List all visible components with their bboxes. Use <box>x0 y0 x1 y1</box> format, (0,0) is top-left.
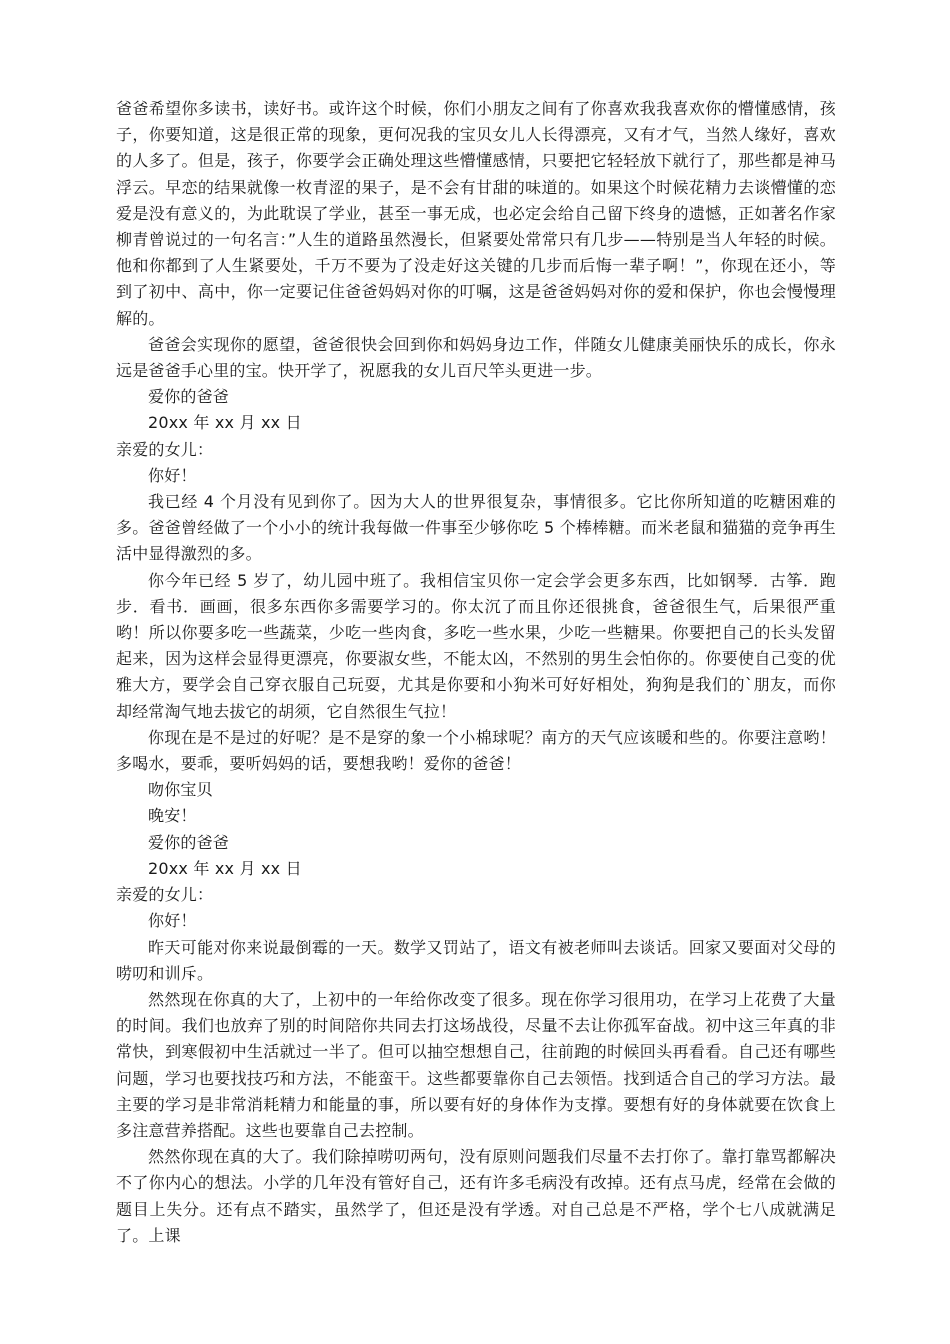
paragraph: 你现在是不是过的好呢？是不是穿的象一个小棉球呢？南方的天气应该暖和些的。你要注意哟！多喝水，要乖，要听妈妈的话，要想我哟！爱你的爸爸！ <box>116 727 836 774</box>
salutation: 亲爱的女儿： <box>116 439 214 459</box>
signature: 爱你的爸爸 <box>148 832 230 852</box>
salutation: 亲爱的女儿： <box>116 885 214 905</box>
paragraph: 昨天可能对你来说最倒霉的一天。数学又罚站了，语文有被老师叫去谈话。回家又要面对父母的唠叨和训斥。 <box>116 937 836 983</box>
greeting: 你好！ <box>148 465 197 485</box>
closing-line: 吻你宝贝 <box>148 780 213 800</box>
paragraph: 爸爸希望你多读书，读好书。或许这个时候，你们小朋友之间有了你喜欢我我喜欢你的懵懂感情，孩子，你要知道，这是很正常的现象，更何况我的宝贝女儿人长得漂亮，又有才气，当然人缘好，喜欢的人多了。但是，孩子，你要学会正确处理这些懵懂感情，只要把它轻轻放下就行了，那些都是神马浮云。早恋的结果就像一枚青涩的果子，是不会有甘甜的味道的。如果这个时候花精力去谈懵懂的恋爱是没有意义的，为此耽误了学业，甚至一事无成，也必定会给自己留下终身的遗憾，正如著名作家柳青曾说过的一句名言：”人生的道路虽然漫长，但紧要处常常只有几步——特别是当人年轻的时候。他和你都到了人生紧要处，千万不要为了没走好这关键的几步而后悔一辈子啊！”，你现在还小，等到了初中、高中，你一定要记住爸爸妈妈对你的叮嘱，这是爸爸妈妈对你的爱和保护，你也会慢慢理解的。 <box>116 99 836 328</box>
date-line: 20xx 年 xx 月 xx 日 <box>148 858 302 878</box>
paragraph: 然然现在你真的大了，上初中的一年给你改变了很多。现在你学习很用功，在学习上花费了大量的时间。我们也放弃了别的时间陪你共同去打这场战役，尽量不去让你孤军奋战。初中这三年真的非常快，到寒假初中生活就过一半了。但可以抽空想想自己，往前跑的时候回头再看看。自己还有哪些问题，学习也要找技巧和方法，不能蛮干。这些都要靠你自己去领悟。找到适合自己的学习方法。最主要的学习是非常消耗精力和能量的事，所以要有好的身体作为支撑。要想有好的身体就要在饮食上多注意营养搭配。这些也要靠自己去控制。 <box>116 989 836 1140</box>
date-line: 20xx 年 xx 月 xx 日 <box>148 413 302 433</box>
paragraph: 爸爸会实现你的愿望，爸爸很快会回到你和妈妈身边工作，伴随女儿健康美丽快乐的成长，你永远是爸爸手心里的宝。快开学了，祝愿我的女儿百尺竿头更进一步。 <box>116 334 836 381</box>
paragraph: 你今年已经 5 岁了，幼儿园中班了。我相信宝贝你一定会学会更多东西，比如钢琴．古筝．跑步．看书．画画，很多东西你多需要学习的。你太沉了而且你还很挑食，爸爸很生气，后果很严重哟！所以你要多吃一些蔬菜，少吃一些肉食，多吃一些水果，少吃一些糖果。你要把自己的长头发留起来，因为这样会显得更漂亮，你要淑女些，不能太凶，不然别的男生会怕你的。你要使自己变的优雅大方，要学会自己穿衣服自己玩耍，尤其是你要和小狗米可好好相处，狗狗是我们的`朋友，而你却经常淘气地去拔它的胡须，它自然很生气拉！ <box>116 570 836 721</box>
closing-line: 晚安！ <box>148 806 197 826</box>
paragraph: 我已经 4 个月没有见到你了。因为大人的世界很复杂，事情很多。它比你所知道的吃糖困难的多。爸爸曾经做了一个小小的统计我每做一件事至少够你吃 5 个棒棒糖。而米老鼠和猫猫的竞争再生活中显得激烈的多。 <box>116 492 836 564</box>
greeting: 你好！ <box>148 911 197 931</box>
signature: 爱你的爸爸 <box>148 387 230 407</box>
document-body <box>116 96 836 1249</box>
paragraph: 然然你现在真的大了。我们除掉唠叨两句，没有原则问题我们尽量不去打你了。靠打靠骂都解决不了你内心的想法。小学的几年没有管好自己，还有许多毛病没有改掉。还有点马虎，经常在会做的题目上失分。还有点不踏实，虽然学了，但还是没有学透。对自己总是不严格，学个七八成就满足了。上课 <box>116 1147 836 1245</box>
